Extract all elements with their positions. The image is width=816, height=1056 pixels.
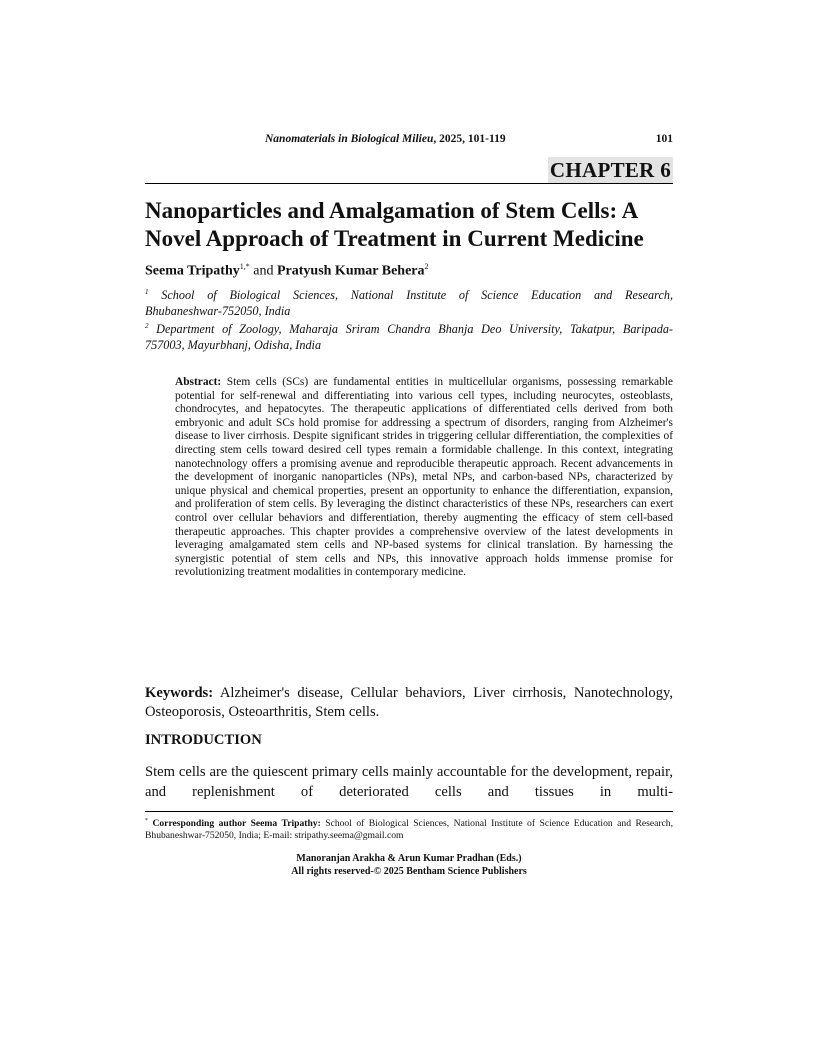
abstract-text: Stem cells (SCs) are fundamental entities in multicellular organisms, possessing remarkable potential for self-renewal and differentiating into various cell types, including neurocytes, osteoblasts, chondrocytes, and hepatocytes. The therapeutic applications of differentiated cells derived from both embryonic and adult SCs hold promise for addressing a spectrum of disorders, ranging from Alzheimer's disease to liver cirrhosis. Despite significant strides in triggering cellular differentiation, the complexities of directing stem cells toward desired cell types remain a formidable challenge. In this context, integrating nanotechnology offers a promising avenue and reproducible therapeutic approach. Recent advancements in the development of inorganic nanoparticles (NPs), metal NPs, and carbon-based NPs, characterized by unique physical and chemical properties, present an opportunity to enhance the differentiation, expansion, and proliferation of stem cells. By leveraging the distinct characteristics of these NPs, researchers can exert control over cellular behaviors and differentiation, thereby augmenting the efficacy of stem cell-based therapeutic approaches. This chapter provides a comprehensive overview of the latest developments in leveraging amalgamated stem cells and NP-based systems for clinical translation. By harnessing the synergistic potential of stem cells and NPs, this innovative approach holds immense promise for revolutionizing treatment modalities in contemporary medicine. <box>175 376 673 579</box>
keywords-label: Keywords: <box>145 685 214 701</box>
footnote-text: School of Biological Sciences, National Institute of Science Education and Research, Bhubaneshwar-752050, India; E-mail: stripathy.seema@gmail.com <box>145 818 674 842</box>
affiliation-1 <box>145 285 673 319</box>
journal-citation <box>265 133 506 145</box>
author-list <box>145 262 429 280</box>
footnote-divider <box>145 811 673 812</box>
title-line-2: Novel Approach of Treatment in Current Medicine <box>145 226 644 251</box>
affiliation-1-line-2: Bhubaneshwar-752050, India <box>145 303 291 318</box>
footnote-label: Corresponding author Seema Tripathy: <box>148 818 321 830</box>
author-conjunction: and <box>249 263 277 279</box>
page-number: 101 <box>655 133 673 145</box>
chapter-label: CHAPTER 6 <box>549 158 671 182</box>
chapter-title <box>145 197 685 253</box>
author-2: Pratyush Kumar Behera <box>276 263 425 279</box>
section-heading-introduction: INTRODUCTION <box>145 732 262 748</box>
title-line-1: Nanoparticles and Amalgamation of Stem Cells: A <box>145 198 639 223</box>
footnote <box>145 815 673 842</box>
affiliation-2-line-1: Department of Zoology, Maharaja Sriram Chandra Bhanja Deo University, Takatpur, Baripada- <box>148 322 673 337</box>
journal-name: Nanomaterials in Biological Milieu <box>265 133 434 145</box>
editors-line: Manoranjan Arakha & Arun Kumar Pradhan (Eds.) <box>296 853 522 864</box>
affiliation-1-line-1: School of Biological Sciences, National Institute of Science Education and Research, <box>148 288 673 303</box>
abstract <box>175 376 673 580</box>
affiliation-1-marker: 1 <box>145 288 149 296</box>
keywords-text: Alzheimer's disease, Cellular behaviors, Liver cirrhosis, Nanotechnology, Osteoporosis, Osteoarthritis, Stem cells. <box>145 685 673 720</box>
rights-line: All rights reserved-© 2025 Bentham Science Publishers <box>291 866 527 877</box>
journal-details: , 2025, 101-119 <box>433 133 506 145</box>
author-2-marker: 2 <box>424 262 429 271</box>
publisher-info <box>145 852 673 878</box>
author-1-marker: 1,* <box>239 262 250 271</box>
affiliation-2 <box>145 319 673 353</box>
affiliation-2-line-2: 757003, Mayurbhanj, Odisha, India <box>145 337 322 352</box>
footnote-marker: * <box>145 818 148 824</box>
keywords <box>145 684 673 722</box>
abstract-label: Abstract: <box>175 376 222 388</box>
affiliation-2-marker: 2 <box>145 322 149 330</box>
introduction-paragraph: Stem cells are the quiescent primary cells mainly accountable for the development, repair, and replenishment of deteriorated cells and tissues in multi- <box>145 764 673 800</box>
author-1: Seema Tripathy <box>145 263 240 279</box>
chapter-divider <box>145 183 673 184</box>
